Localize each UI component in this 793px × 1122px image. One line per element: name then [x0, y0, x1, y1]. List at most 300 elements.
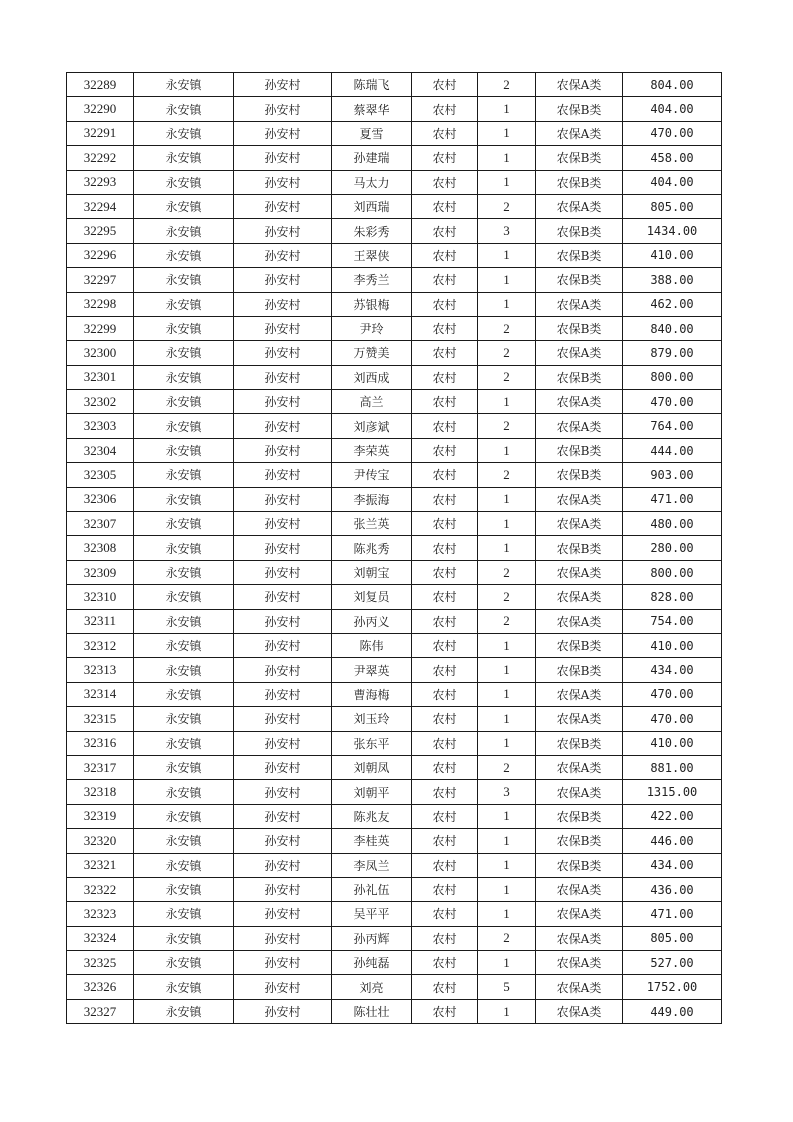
table-row — [67, 365, 722, 389]
serial-number-cell: 32321 — [67, 853, 134, 877]
table-row — [67, 390, 722, 414]
village-cell: 孙安村 — [234, 585, 332, 609]
township-cell: 永安镇 — [134, 146, 234, 170]
name-cell: 刘彦斌 — [332, 414, 412, 438]
name-cell: 高兰 — [332, 390, 412, 414]
village-cell: 孙安村 — [234, 707, 332, 731]
name-cell: 刘西成 — [332, 365, 412, 389]
family-size-cell: 2 — [478, 73, 536, 97]
category-cell: 农保A类 — [536, 560, 623, 584]
village-cell: 孙安村 — [234, 414, 332, 438]
household-type-cell: 农村 — [412, 390, 478, 414]
name-cell: 李凤兰 — [332, 853, 412, 877]
category-cell: 农保A类 — [536, 414, 623, 438]
table-row — [67, 731, 722, 755]
township-cell: 永安镇 — [134, 999, 234, 1023]
household-type-cell: 农村 — [412, 975, 478, 999]
village-cell: 孙安村 — [234, 877, 332, 901]
household-type-cell: 农村 — [412, 951, 478, 975]
household-type-cell: 农村 — [412, 170, 478, 194]
name-cell: 陈兆秀 — [332, 536, 412, 560]
amount-cell: 879.00 — [623, 341, 722, 365]
household-type-cell: 农村 — [412, 219, 478, 243]
name-cell: 李秀兰 — [332, 268, 412, 292]
amount-cell: 828.00 — [623, 585, 722, 609]
family-size-cell: 2 — [478, 316, 536, 340]
name-cell: 刘朝平 — [332, 780, 412, 804]
township-cell: 永安镇 — [134, 780, 234, 804]
amount-cell: 410.00 — [623, 731, 722, 755]
township-cell: 永安镇 — [134, 536, 234, 560]
serial-number-cell: 32313 — [67, 658, 134, 682]
township-cell: 永安镇 — [134, 877, 234, 901]
name-cell: 李振海 — [332, 487, 412, 511]
name-cell: 尹传宝 — [332, 463, 412, 487]
family-size-cell: 1 — [478, 243, 536, 267]
table-row — [67, 804, 722, 828]
serial-number-cell: 32304 — [67, 438, 134, 462]
amount-cell: 903.00 — [623, 463, 722, 487]
category-cell: 农保A类 — [536, 999, 623, 1023]
village-cell: 孙安村 — [234, 512, 332, 536]
household-type-cell: 农村 — [412, 121, 478, 145]
amount-cell: 840.00 — [623, 316, 722, 340]
category-cell: 农保A类 — [536, 902, 623, 926]
category-cell: 农保B类 — [536, 438, 623, 462]
table-row — [67, 341, 722, 365]
serial-number-cell: 32324 — [67, 926, 134, 950]
name-cell: 朱彩秀 — [332, 219, 412, 243]
family-size-cell: 2 — [478, 194, 536, 218]
category-cell: 农保A类 — [536, 707, 623, 731]
village-cell: 孙安村 — [234, 268, 332, 292]
name-cell: 吴平平 — [332, 902, 412, 926]
amount-cell: 388.00 — [623, 268, 722, 292]
household-type-cell: 农村 — [412, 658, 478, 682]
table-row — [67, 780, 722, 804]
family-size-cell: 1 — [478, 170, 536, 194]
village-cell: 孙安村 — [234, 633, 332, 657]
village-cell: 孙安村 — [234, 755, 332, 779]
household-type-cell: 农村 — [412, 560, 478, 584]
household-type-cell: 农村 — [412, 268, 478, 292]
amount-cell: 800.00 — [623, 560, 722, 584]
township-cell: 永安镇 — [134, 731, 234, 755]
family-size-cell: 3 — [478, 780, 536, 804]
family-size-cell: 1 — [478, 682, 536, 706]
category-cell: 农保A类 — [536, 341, 623, 365]
village-cell: 孙安村 — [234, 682, 332, 706]
family-size-cell: 1 — [478, 804, 536, 828]
table-row — [67, 609, 722, 633]
family-size-cell: 1 — [478, 707, 536, 731]
table-row — [67, 512, 722, 536]
household-type-cell: 农村 — [412, 877, 478, 901]
category-cell: 农保A类 — [536, 585, 623, 609]
household-type-cell: 农村 — [412, 463, 478, 487]
village-cell: 孙安村 — [234, 999, 332, 1023]
table-row — [67, 877, 722, 901]
category-cell: 农保B类 — [536, 97, 623, 121]
serial-number-cell: 32302 — [67, 390, 134, 414]
village-cell: 孙安村 — [234, 926, 332, 950]
township-cell: 永安镇 — [134, 902, 234, 926]
village-cell: 孙安村 — [234, 536, 332, 560]
household-type-cell: 农村 — [412, 73, 478, 97]
township-cell: 永安镇 — [134, 73, 234, 97]
township-cell: 永安镇 — [134, 658, 234, 682]
family-size-cell: 2 — [478, 414, 536, 438]
table-row — [67, 146, 722, 170]
village-cell: 孙安村 — [234, 463, 332, 487]
serial-number-cell: 32305 — [67, 463, 134, 487]
family-size-cell: 2 — [478, 365, 536, 389]
family-size-cell: 1 — [478, 829, 536, 853]
household-type-cell: 农村 — [412, 999, 478, 1023]
name-cell: 陈瑞飞 — [332, 73, 412, 97]
roster-table — [66, 72, 722, 1024]
village-cell: 孙安村 — [234, 951, 332, 975]
amount-cell: 881.00 — [623, 755, 722, 779]
village-cell: 孙安村 — [234, 829, 332, 853]
amount-cell: 754.00 — [623, 609, 722, 633]
table-row — [67, 633, 722, 657]
name-cell: 尹翠英 — [332, 658, 412, 682]
name-cell: 夏雪 — [332, 121, 412, 145]
category-cell: 农保B类 — [536, 146, 623, 170]
roster-table-body — [67, 73, 722, 1024]
village-cell: 孙安村 — [234, 316, 332, 340]
amount-cell: 1752.00 — [623, 975, 722, 999]
table-row — [67, 97, 722, 121]
serial-number-cell: 32320 — [67, 829, 134, 853]
amount-cell: 446.00 — [623, 829, 722, 853]
name-cell: 蔡翠华 — [332, 97, 412, 121]
category-cell: 农保A类 — [536, 975, 623, 999]
amount-cell: 471.00 — [623, 902, 722, 926]
township-cell: 永安镇 — [134, 170, 234, 194]
serial-number-cell: 32314 — [67, 682, 134, 706]
serial-number-cell: 32300 — [67, 341, 134, 365]
amount-cell: 1315.00 — [623, 780, 722, 804]
township-cell: 永安镇 — [134, 609, 234, 633]
township-cell: 永安镇 — [134, 512, 234, 536]
name-cell: 万赞美 — [332, 341, 412, 365]
serial-number-cell: 32306 — [67, 487, 134, 511]
table-row — [67, 829, 722, 853]
amount-cell: 805.00 — [623, 926, 722, 950]
serial-number-cell: 32307 — [67, 512, 134, 536]
amount-cell: 527.00 — [623, 951, 722, 975]
table-row — [67, 755, 722, 779]
household-type-cell: 农村 — [412, 804, 478, 828]
township-cell: 永安镇 — [134, 682, 234, 706]
serial-number-cell: 32289 — [67, 73, 134, 97]
table-row — [67, 682, 722, 706]
family-size-cell: 2 — [478, 926, 536, 950]
amount-cell: 422.00 — [623, 804, 722, 828]
name-cell: 李桂英 — [332, 829, 412, 853]
township-cell: 永安镇 — [134, 975, 234, 999]
household-type-cell: 农村 — [412, 194, 478, 218]
household-type-cell: 农村 — [412, 926, 478, 950]
name-cell: 尹玲 — [332, 316, 412, 340]
village-cell: 孙安村 — [234, 658, 332, 682]
family-size-cell: 1 — [478, 97, 536, 121]
serial-number-cell: 32319 — [67, 804, 134, 828]
village-cell: 孙安村 — [234, 609, 332, 633]
name-cell: 孙礼伍 — [332, 877, 412, 901]
table-row — [67, 926, 722, 950]
household-type-cell: 农村 — [412, 97, 478, 121]
township-cell: 永安镇 — [134, 951, 234, 975]
township-cell: 永安镇 — [134, 316, 234, 340]
household-type-cell: 农村 — [412, 536, 478, 560]
amount-cell: 470.00 — [623, 682, 722, 706]
table-row — [67, 463, 722, 487]
category-cell: 农保A类 — [536, 73, 623, 97]
amount-cell: 764.00 — [623, 414, 722, 438]
table-row — [67, 73, 722, 97]
family-size-cell: 1 — [478, 121, 536, 145]
name-cell: 刘朝凤 — [332, 755, 412, 779]
family-size-cell: 1 — [478, 877, 536, 901]
family-size-cell: 1 — [478, 633, 536, 657]
table-row — [67, 219, 722, 243]
table-row — [67, 170, 722, 194]
amount-cell: 444.00 — [623, 438, 722, 462]
township-cell: 永安镇 — [134, 194, 234, 218]
category-cell: 农保A类 — [536, 780, 623, 804]
township-cell: 永安镇 — [134, 755, 234, 779]
category-cell: 农保A类 — [536, 609, 623, 633]
category-cell: 农保A类 — [536, 877, 623, 901]
table-row — [67, 194, 722, 218]
family-size-cell: 1 — [478, 536, 536, 560]
amount-cell: 434.00 — [623, 853, 722, 877]
amount-cell: 470.00 — [623, 121, 722, 145]
township-cell: 永安镇 — [134, 341, 234, 365]
township-cell: 永安镇 — [134, 560, 234, 584]
family-size-cell: 1 — [478, 951, 536, 975]
serial-number-cell: 32322 — [67, 877, 134, 901]
serial-number-cell: 32294 — [67, 194, 134, 218]
category-cell: 农保B类 — [536, 219, 623, 243]
amount-cell: 410.00 — [623, 243, 722, 267]
family-size-cell: 1 — [478, 902, 536, 926]
name-cell: 孙丙辉 — [332, 926, 412, 950]
table-row — [67, 438, 722, 462]
household-type-cell: 农村 — [412, 609, 478, 633]
name-cell: 马太力 — [332, 170, 412, 194]
category-cell: 农保A类 — [536, 390, 623, 414]
household-type-cell: 农村 — [412, 707, 478, 731]
township-cell: 永安镇 — [134, 487, 234, 511]
serial-number-cell: 32292 — [67, 146, 134, 170]
serial-number-cell: 32301 — [67, 365, 134, 389]
category-cell: 农保B类 — [536, 536, 623, 560]
category-cell: 农保A类 — [536, 292, 623, 316]
serial-number-cell: 32317 — [67, 755, 134, 779]
name-cell: 王翠侠 — [332, 243, 412, 267]
table-row — [67, 707, 722, 731]
name-cell: 刘西瑞 — [332, 194, 412, 218]
name-cell: 孙丙义 — [332, 609, 412, 633]
household-type-cell: 农村 — [412, 512, 478, 536]
amount-cell: 480.00 — [623, 512, 722, 536]
serial-number-cell: 32323 — [67, 902, 134, 926]
name-cell: 陈伟 — [332, 633, 412, 657]
village-cell: 孙安村 — [234, 975, 332, 999]
family-size-cell: 1 — [478, 292, 536, 316]
table-row — [67, 658, 722, 682]
family-size-cell: 1 — [478, 731, 536, 755]
table-row — [67, 999, 722, 1023]
name-cell: 曹海梅 — [332, 682, 412, 706]
village-cell: 孙安村 — [234, 170, 332, 194]
serial-number-cell: 32326 — [67, 975, 134, 999]
household-type-cell: 农村 — [412, 341, 478, 365]
township-cell: 永安镇 — [134, 804, 234, 828]
village-cell: 孙安村 — [234, 390, 332, 414]
township-cell: 永安镇 — [134, 121, 234, 145]
township-cell: 永安镇 — [134, 707, 234, 731]
serial-number-cell: 32303 — [67, 414, 134, 438]
family-size-cell: 3 — [478, 219, 536, 243]
amount-cell: 470.00 — [623, 390, 722, 414]
township-cell: 永安镇 — [134, 414, 234, 438]
table-row — [67, 975, 722, 999]
family-size-cell: 2 — [478, 585, 536, 609]
category-cell: 农保B类 — [536, 853, 623, 877]
village-cell: 孙安村 — [234, 731, 332, 755]
amount-cell: 404.00 — [623, 97, 722, 121]
village-cell: 孙安村 — [234, 146, 332, 170]
household-type-cell: 农村 — [412, 243, 478, 267]
family-size-cell: 1 — [478, 438, 536, 462]
village-cell: 孙安村 — [234, 560, 332, 584]
village-cell: 孙安村 — [234, 341, 332, 365]
name-cell: 李荣英 — [332, 438, 412, 462]
amount-cell: 410.00 — [623, 633, 722, 657]
amount-cell: 805.00 — [623, 194, 722, 218]
household-type-cell: 农村 — [412, 146, 478, 170]
township-cell: 永安镇 — [134, 243, 234, 267]
category-cell: 农保B类 — [536, 243, 623, 267]
village-cell: 孙安村 — [234, 804, 332, 828]
serial-number-cell: 32308 — [67, 536, 134, 560]
township-cell: 永安镇 — [134, 585, 234, 609]
township-cell: 永安镇 — [134, 365, 234, 389]
category-cell: 农保B类 — [536, 463, 623, 487]
village-cell: 孙安村 — [234, 292, 332, 316]
serial-number-cell: 32296 — [67, 243, 134, 267]
table-row — [67, 121, 722, 145]
family-size-cell: 1 — [478, 853, 536, 877]
household-type-cell: 农村 — [412, 682, 478, 706]
household-type-cell: 农村 — [412, 414, 478, 438]
household-type-cell: 农村 — [412, 853, 478, 877]
village-cell: 孙安村 — [234, 487, 332, 511]
household-type-cell: 农村 — [412, 755, 478, 779]
township-cell: 永安镇 — [134, 633, 234, 657]
table-row — [67, 560, 722, 584]
serial-number-cell: 32297 — [67, 268, 134, 292]
table-row — [67, 536, 722, 560]
name-cell: 张东平 — [332, 731, 412, 755]
family-size-cell: 2 — [478, 755, 536, 779]
serial-number-cell: 32309 — [67, 560, 134, 584]
township-cell: 永安镇 — [134, 926, 234, 950]
family-size-cell: 1 — [478, 487, 536, 511]
serial-number-cell: 32310 — [67, 585, 134, 609]
name-cell: 陈壮壮 — [332, 999, 412, 1023]
township-cell: 永安镇 — [134, 390, 234, 414]
village-cell: 孙安村 — [234, 73, 332, 97]
township-cell: 永安镇 — [134, 463, 234, 487]
table-row — [67, 585, 722, 609]
family-size-cell: 1 — [478, 146, 536, 170]
category-cell: 农保B类 — [536, 316, 623, 340]
category-cell: 农保B类 — [536, 804, 623, 828]
amount-cell: 434.00 — [623, 658, 722, 682]
township-cell: 永安镇 — [134, 853, 234, 877]
household-type-cell: 农村 — [412, 438, 478, 462]
amount-cell: 280.00 — [623, 536, 722, 560]
household-type-cell: 农村 — [412, 633, 478, 657]
amount-cell: 462.00 — [623, 292, 722, 316]
family-size-cell: 2 — [478, 560, 536, 584]
village-cell: 孙安村 — [234, 97, 332, 121]
name-cell: 张兰英 — [332, 512, 412, 536]
category-cell: 农保B类 — [536, 731, 623, 755]
village-cell: 孙安村 — [234, 365, 332, 389]
village-cell: 孙安村 — [234, 219, 332, 243]
name-cell: 刘亮 — [332, 975, 412, 999]
category-cell: 农保B类 — [536, 170, 623, 194]
serial-number-cell: 32318 — [67, 780, 134, 804]
village-cell: 孙安村 — [234, 902, 332, 926]
township-cell: 永安镇 — [134, 438, 234, 462]
category-cell: 农保A类 — [536, 926, 623, 950]
category-cell: 农保A类 — [536, 951, 623, 975]
family-size-cell: 1 — [478, 658, 536, 682]
name-cell: 陈兆友 — [332, 804, 412, 828]
amount-cell: 436.00 — [623, 877, 722, 901]
family-size-cell: 1 — [478, 390, 536, 414]
serial-number-cell: 32290 — [67, 97, 134, 121]
township-cell: 永安镇 — [134, 292, 234, 316]
village-cell: 孙安村 — [234, 194, 332, 218]
table-row — [67, 487, 722, 511]
family-size-cell: 2 — [478, 609, 536, 633]
table-row — [67, 316, 722, 340]
serial-number-cell: 32316 — [67, 731, 134, 755]
family-size-cell: 5 — [478, 975, 536, 999]
serial-number-cell: 32312 — [67, 633, 134, 657]
category-cell: 农保B类 — [536, 658, 623, 682]
village-cell: 孙安村 — [234, 243, 332, 267]
category-cell: 农保B类 — [536, 268, 623, 292]
household-type-cell: 农村 — [412, 292, 478, 316]
amount-cell: 449.00 — [623, 999, 722, 1023]
family-size-cell: 2 — [478, 341, 536, 365]
amount-cell: 471.00 — [623, 487, 722, 511]
category-cell: 农保A类 — [536, 487, 623, 511]
household-type-cell: 农村 — [412, 780, 478, 804]
household-type-cell: 农村 — [412, 731, 478, 755]
village-cell: 孙安村 — [234, 853, 332, 877]
